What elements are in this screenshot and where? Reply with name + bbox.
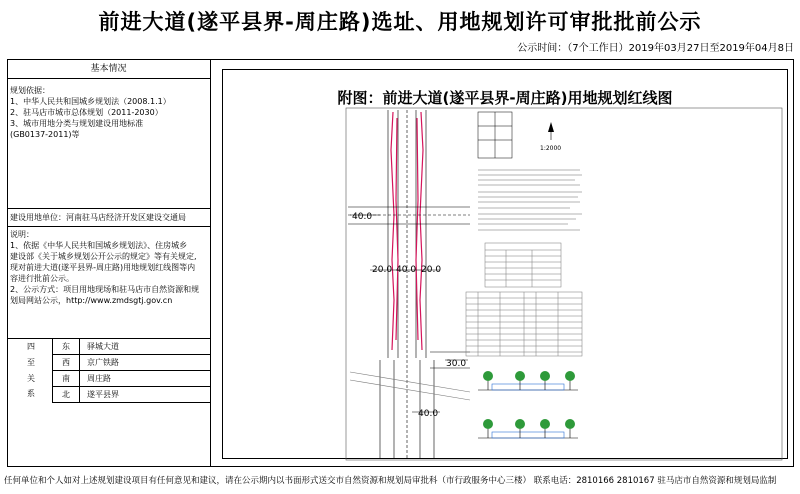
width-label-seg-right: 20.0 <box>421 265 442 275</box>
width-label-seg-left: 20.0 <box>372 265 393 275</box>
width-label-bottom: 40.0 <box>418 409 439 419</box>
side-char: 系 <box>27 389 35 398</box>
main-road-corridor <box>380 110 434 458</box>
desc-line: 建设部《关于城乡规划公开公示的规定》等有关规定, <box>10 252 197 261</box>
boundary-dir: 西 <box>53 355 80 370</box>
footer-note: 任何单位和个人如对上述规划建设项目有任何意见和建议，请在公示期内以书面形式送交市自然资源和规划局审批科（市行政服务中心三楼） 联系电话：2810166 2810167 驻马店市自然资源和规划局监制 <box>4 476 777 486</box>
area-table <box>485 243 561 287</box>
side-char: 关 <box>27 374 35 383</box>
desc-line: 划局网站公示，http://www.zmdsgtj.gov.cn <box>10 296 173 305</box>
boundary-value: 周庄路 <box>87 374 111 383</box>
map-title: 附图：前进大道(遂平县界-周庄路)用地规划红线图 <box>337 89 673 107</box>
basis-line: 规划依据： <box>10 86 50 95</box>
desc-line: 1、依据《中华人民共和国城乡规划法》、住房城乡 <box>10 241 188 250</box>
cross-road <box>348 207 470 400</box>
location-inset <box>478 112 512 158</box>
desc-line: 2、公示方式：项目用地现场和驻马店市自然资源和规 <box>10 285 200 294</box>
basis-line: 2、驻马店市城市总体规划（2011-2030） <box>10 108 163 117</box>
drawing-border <box>346 108 782 460</box>
unit-label: 建设用地单位： <box>10 213 66 222</box>
cross-section-lower <box>478 419 578 438</box>
unit-value: 河南驻马店经济开发区建设交通局 <box>66 213 186 222</box>
basic-info-header: 基本情况 <box>7 59 210 79</box>
dimension-lines <box>350 215 468 412</box>
publicity-period: 公示时间：（7个工作日）2019年03月27日至2019年04月8日 <box>517 43 794 54</box>
side-char: 四 <box>27 342 35 351</box>
width-label-left: 40.0 <box>352 212 373 222</box>
width-label-mid: 40.0 <box>396 265 417 275</box>
desc-line: 容进行批前公示。 <box>10 274 74 283</box>
basis-line: 3、城市用地分类与规划建设用地标准 <box>10 119 144 128</box>
scale-label: 1:2000 <box>540 145 562 152</box>
boundary-dir: 东 <box>53 339 80 354</box>
north-arrow-icon <box>548 122 554 140</box>
page-title: 前进大道(遂平县界-周庄路)选址、用地规划许可审批批前公示 <box>98 10 702 34</box>
basis-line: 1、中华人民共和国城乡规划法（2008.1.1） <box>10 97 171 106</box>
basis-line: (GB0137-2011)等 <box>10 130 80 139</box>
boundary-value: 京广铁路 <box>87 358 119 367</box>
desc-line: 说明： <box>10 230 34 239</box>
width-label-right: 30.0 <box>446 359 467 369</box>
desc-line: 现对前进大道(遂平县界-周庄路)用地规划红线图等内 <box>10 263 196 272</box>
boundary-value: 驿城大道 <box>87 342 119 351</box>
side-char: 至 <box>27 358 35 367</box>
boundary-value: 遂平县界 <box>87 390 119 399</box>
coordinate-table <box>466 292 582 356</box>
boundary-dir: 南 <box>53 371 80 386</box>
boundary-dir: 北 <box>53 387 80 402</box>
notes-block <box>478 170 582 230</box>
cross-section-upper <box>478 371 578 390</box>
